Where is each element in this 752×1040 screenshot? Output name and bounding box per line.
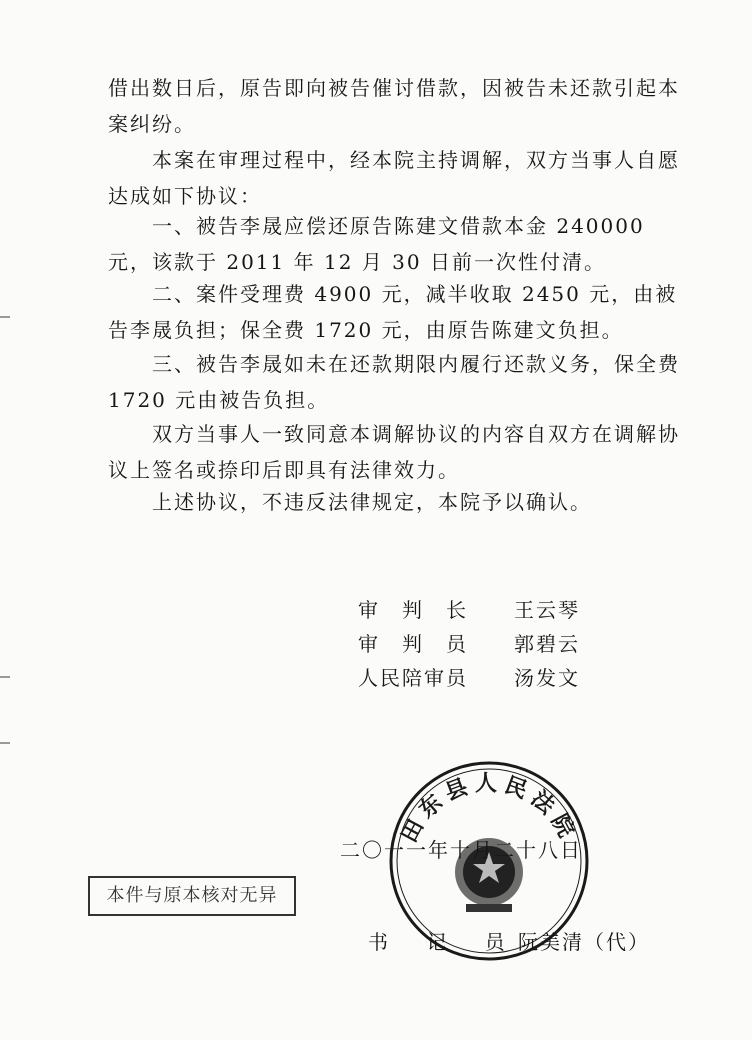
signature-name: 汤发文 xyxy=(514,666,580,690)
paragraph-3: 一、被告李晟应偿还原告陈建文借款本金 240000 元，该款于 2011 年 12 月 30 日前一次性付清。 xyxy=(108,214,645,274)
paragraph-4: 二、案件受理费 4900 元，减半收取 2450 元，由被告李晟负担；保全费 1720 元，由原告陈建文负担。 xyxy=(108,282,678,342)
signature-role: 人民陪审员 xyxy=(358,666,468,690)
clerk-role: 书 记 员 xyxy=(368,930,507,954)
paragraph-1: 借出数日后，原告即向被告催讨借款，因被告未还款引起本案纠纷。 xyxy=(108,76,680,136)
paragraph-5: 三、被告李晟如未在还款期限内履行还款义务，保全费 1720 元由被告负担。 xyxy=(108,352,680,412)
signature-role: 审 判 员 xyxy=(358,632,468,656)
paragraph-7: 上述协议，不违反法律规定，本院予以确认。 xyxy=(152,490,592,514)
scan-edge-mark xyxy=(0,676,10,678)
copy-verification-stamp: 本件与原本核对无异 xyxy=(88,876,296,916)
signature-name: 郭碧云 xyxy=(514,632,580,656)
paragraph-2: 本案在审理过程中，经本院主持调解，双方当事人自愿达成如下协议： xyxy=(108,148,680,208)
signature-role: 审 判 长 xyxy=(358,598,468,622)
scan-edge-mark xyxy=(0,742,10,744)
signature-name: 王云琴 xyxy=(514,598,580,622)
clerk-name: 阮美清（代） xyxy=(518,930,650,954)
scan-edge-mark xyxy=(0,316,10,318)
paragraph-6: 双方当事人一致同意本调解协议的内容自双方在调解协议上签名或捺印后即具有法律效力。 xyxy=(108,422,680,482)
seal-text: 田东县人民法院 xyxy=(396,771,582,847)
judgment-date: 二〇一一年十月二十八日 xyxy=(340,838,582,862)
